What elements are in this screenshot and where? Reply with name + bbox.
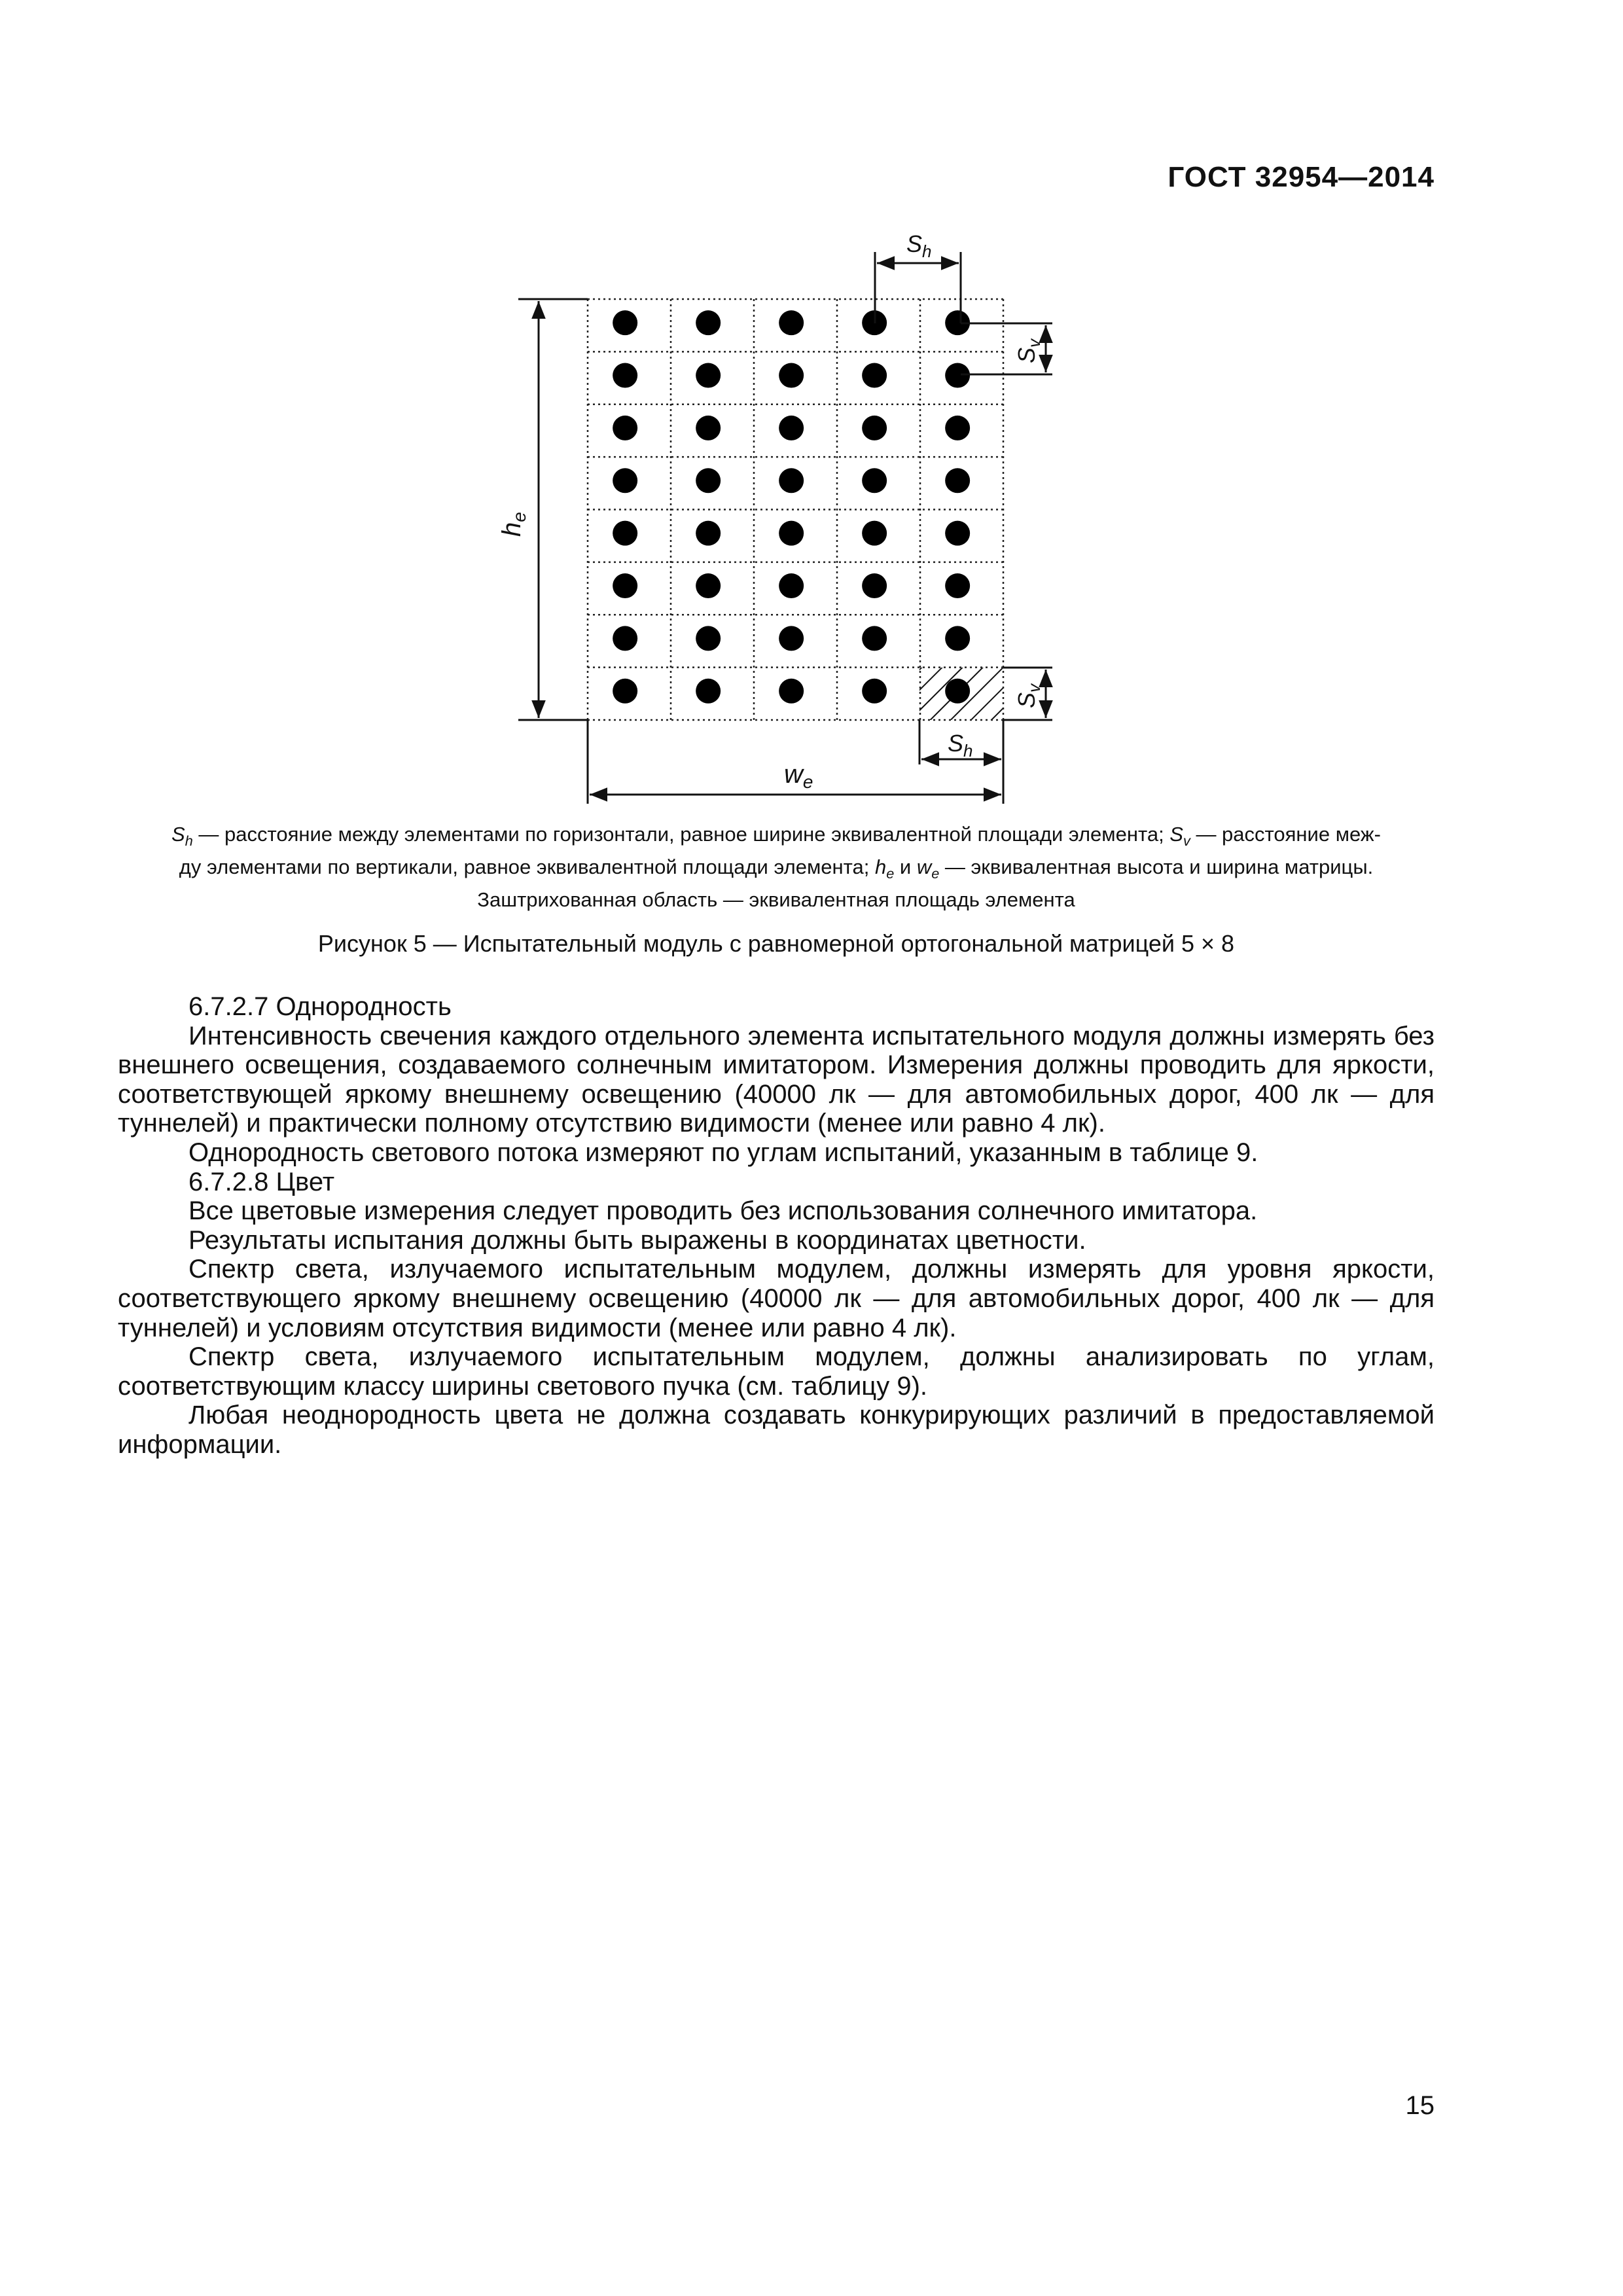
matrix-element-dot xyxy=(945,679,970,704)
matrix-element-dot xyxy=(696,521,721,546)
matrix-element-dot xyxy=(613,310,637,335)
matrix-element-dot xyxy=(862,416,887,440)
matrix-element-dot xyxy=(945,468,970,493)
paragraph: Результаты испытания должны быть выражены в координатах цветности. xyxy=(188,1225,1086,1255)
sv-bottom-label: $S_v$ xyxy=(1013,683,1044,708)
matrix-figure xyxy=(0,0,1623,812)
we-label: $w_e$ xyxy=(784,760,813,792)
matrix-element-dot xyxy=(696,416,721,440)
note-line-1: $S_h$ — расстояние между элементами по горизонтали, равное ширине эквивалентной площади элемента; $S_v$ — расстояние меж- xyxy=(171,823,1381,850)
standard-header: ГОСТ 32954—2014 xyxy=(1168,161,1435,193)
matrix-element-dot xyxy=(779,679,804,704)
note-line-3: Заштрихованная область — эквивалентная площадь элемента xyxy=(477,888,1075,912)
matrix-element-dot xyxy=(613,626,637,651)
matrix-element-dot xyxy=(945,573,970,598)
matrix-element-dot xyxy=(779,521,804,546)
body-text xyxy=(118,992,1435,1460)
matrix-element-dot xyxy=(779,363,804,388)
he-label: $h_e$ xyxy=(497,512,529,537)
matrix-element-dot xyxy=(779,416,804,440)
paragraph: Все цветовые измерения следует проводить без использования солнечного имитатора. xyxy=(188,1196,1258,1226)
sh-bottom-label: $S_h$ xyxy=(948,730,973,761)
sh-top-label: $S_h$ xyxy=(906,230,932,261)
matrix-element-dot xyxy=(862,363,887,388)
paragraph: Спектр света, излучаемого испытательным модулем, должны измерять для уровня яркости, соответствующего яркому внешнему освещению (40000 лк — для автомобильных дорог, 400 лк — для туннелей) и условиям отсутствия видимости (менее или равно 4 лк). xyxy=(118,1255,1435,1342)
matrix-element-dot xyxy=(613,468,637,493)
section-heading: 6.7.2.8 Цвет xyxy=(188,1167,335,1196)
matrix-element-dot xyxy=(696,363,721,388)
matrix-element-dot xyxy=(945,626,970,651)
paragraph: Однородность светового потока измеряют по углам испытаний, указанным в таблице 9. xyxy=(188,1138,1258,1167)
figure-caption: Рисунок 5 — Испытательный модуль с равномерной ортогональной матрицей 5 × 8 xyxy=(317,930,1235,957)
matrix-element-dot xyxy=(945,416,970,440)
matrix-element-dot xyxy=(779,573,804,598)
matrix-element-dot xyxy=(779,626,804,651)
matrix-element-dot xyxy=(862,468,887,493)
matrix-grid xyxy=(588,299,1003,720)
sv-top-label: $S_v$ xyxy=(1013,338,1044,363)
matrix-element-dot xyxy=(779,468,804,493)
paragraph: Любая неоднородность цвета не должна создавать конкурирующих различий в предоставляемой информации. xyxy=(118,1401,1435,1459)
matrix-element-dot xyxy=(945,363,970,388)
matrix-element-dot xyxy=(862,521,887,546)
section-heading: 6.7.2.7 Однородность xyxy=(188,992,452,1021)
paragraph: Интенсивность свечения каждого отдельного элемента испытательного модуля должны измерять без внешнего освещения, создаваемого солнечным имитатором. Измерения должны проводить для яркости, соответствующей яркому внешнему освещению (40000 лк — для автомобильных дорог, 400 лк — для туннелей) и практически полному отсутствию видимости (менее или равно 4 лк). xyxy=(118,1021,1435,1138)
matrix-element-dot xyxy=(696,626,721,651)
matrix-element-dot xyxy=(862,573,887,598)
matrix-element-dot xyxy=(613,521,637,546)
matrix-element-dot xyxy=(613,679,637,704)
matrix-element-dot xyxy=(613,416,637,440)
matrix-element-dot xyxy=(613,573,637,598)
matrix-element-dot xyxy=(613,363,637,388)
matrix-element-dot xyxy=(779,310,804,335)
matrix-element-dot xyxy=(696,679,721,704)
matrix-element-dot xyxy=(862,679,887,704)
matrix-element-dot xyxy=(696,573,721,598)
matrix-elements xyxy=(613,310,970,704)
matrix-element-dot xyxy=(862,626,887,651)
note-line-2: ду элементами по вертикали, равное эквивалентной площади элемента; $h_e$ и $w_e$ — эквивалентная высота и ширина матрицы. xyxy=(179,855,1374,882)
figure-note xyxy=(118,821,1435,913)
matrix-element-dot xyxy=(696,468,721,493)
paragraph: Спектр света, излучаемого испытательным модулем, должны анализировать по углам, соответствующим классу ширины светового пучка (см. таблицу 9). xyxy=(118,1342,1435,1401)
page-number: 15 xyxy=(1405,2091,1435,2120)
matrix-element-dot xyxy=(696,310,721,335)
matrix-element-dot xyxy=(945,521,970,546)
